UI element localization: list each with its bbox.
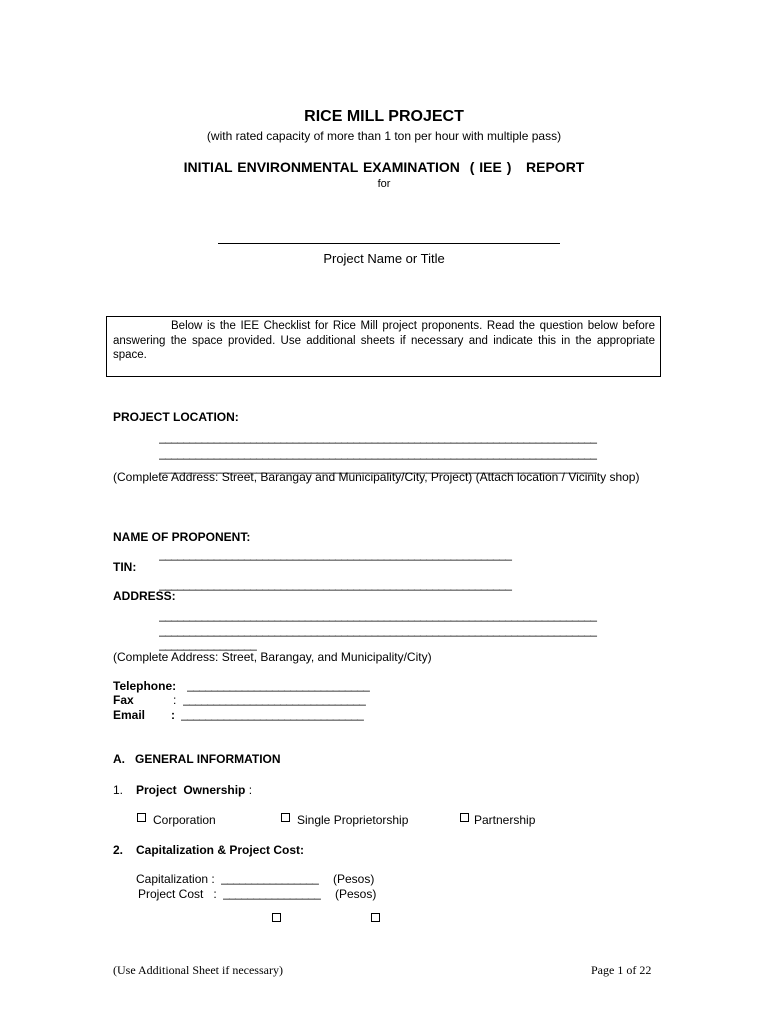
tin-line: __________________________________________________________ xyxy=(159,577,512,591)
single-proprietorship-label: Single Proprietorship xyxy=(297,813,409,827)
footer-note: (Use Additional Sheet if necessary) xyxy=(113,963,283,977)
question-1 xyxy=(136,783,252,797)
telephone-line: ______________________________ xyxy=(187,678,370,692)
question-1-number: 1. xyxy=(113,783,124,797)
corporation-label: Corporation xyxy=(153,813,216,827)
partnership-label: Partnership xyxy=(474,813,536,827)
address-label: ADDRESS: xyxy=(113,589,176,603)
proponent-name-label: NAME OF PROPONENT: xyxy=(113,530,251,544)
project-cost-line: ________________ xyxy=(223,886,321,900)
question-1-colon: : xyxy=(245,783,253,797)
question-2-label: Capitalization & Project Cost: xyxy=(136,843,305,857)
section-a-heading: A. GENERAL INFORMATION xyxy=(113,752,281,766)
question-1-label: Project Ownership xyxy=(136,783,246,797)
address-note: (Complete Address: Street, Barangay, and Municipality/City) xyxy=(113,650,432,664)
fax-label: Fax xyxy=(113,693,134,707)
location-note: (Complete Address: Street, Barangay and Municipality/City, Project) (Attach location / Vicinity shop) xyxy=(113,470,640,484)
location-line-2: ________________________________________________________________________ xyxy=(159,446,597,460)
document-subtitle: (with rated capacity of more than 1 ton per hour with multiple pass) xyxy=(206,129,562,143)
corporation-checkbox[interactable] xyxy=(137,813,146,822)
for-label: for xyxy=(377,178,391,190)
question-2-number: 2. xyxy=(113,843,124,857)
project-cost-unit: (Pesos) xyxy=(335,887,377,901)
fax-line: ______________________________ xyxy=(183,692,366,706)
project-name-label: Project Name or Title xyxy=(323,251,445,266)
capitalization-line: ________________ xyxy=(221,871,319,885)
instructions-text: Below is the IEE Checklist for Rice Mill project proponents. Read the question below before answering the space provided. Use additional sheets if necessary and indicate this in the appropriate space. xyxy=(113,320,655,361)
single-proprietorship-checkbox[interactable] xyxy=(281,813,290,822)
partnership-checkbox[interactable] xyxy=(460,813,469,822)
tin-label: TIN: xyxy=(113,560,137,574)
proponent-name-line: __________________________________________________________ xyxy=(159,547,512,561)
address-line-3: ________________ xyxy=(159,637,257,651)
instructions-box xyxy=(106,316,661,377)
address-line-1: ________________________________________________________________________ xyxy=(159,608,597,622)
capitalization-unit: (Pesos) xyxy=(333,872,375,886)
email-colon: : xyxy=(171,708,175,722)
location-line-3: ________________________________________________________________________ xyxy=(159,460,597,474)
project-location-label: PROJECT LOCATION: xyxy=(113,410,239,424)
report-title: INITIAL ENVIRONMENTAL EXAMINATION ( IEE ) REPORT xyxy=(183,159,585,175)
project-cost-label: Project Cost : xyxy=(138,887,217,901)
checkbox-1[interactable] xyxy=(272,913,281,922)
capitalization-label: Capitalization : xyxy=(136,872,215,886)
page-number: Page 1 of 22 xyxy=(591,963,652,977)
location-line-1: ________________________________________________________________________ xyxy=(159,430,597,444)
email-label: Email xyxy=(113,708,146,722)
document-title: RICE MILL PROJECT xyxy=(304,108,464,125)
email-line: ______________________________ xyxy=(181,707,364,721)
project-name-line xyxy=(218,243,560,244)
address-line-2: ________________________________________________________________________ xyxy=(159,623,597,637)
telephone-label: Telephone: xyxy=(113,679,177,693)
checkbox-2[interactable] xyxy=(371,913,380,922)
fax-colon: : xyxy=(173,693,177,707)
